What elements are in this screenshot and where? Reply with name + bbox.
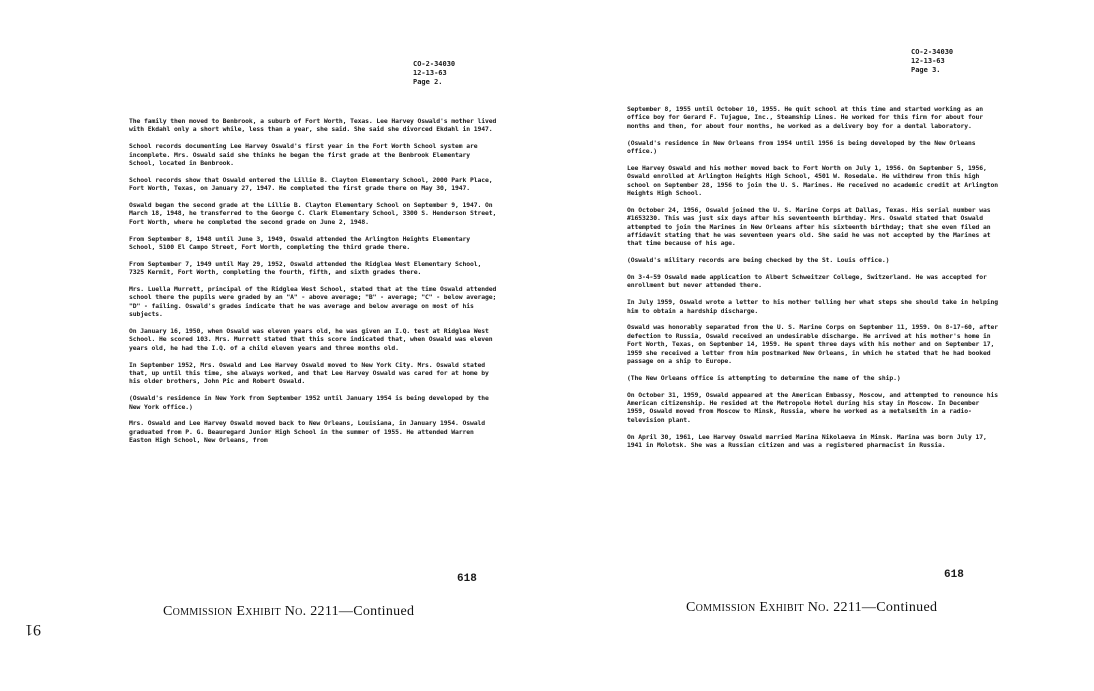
right-body-text: [627, 105, 1000, 458]
caption-prefix: Commission Exhibit No. 2211: [686, 600, 862, 615]
caption-suffix: —Continued: [338, 604, 415, 619]
side-page-number: 91: [25, 621, 41, 638]
paragraph: From September 8, 1948 until June 3, 1949, Oswald attended the Arlington Heights Elementary School, 5100 El Campo Street, Fort Worth, completing the third grade there.: [129, 234, 471, 252]
paragraph: On January 16, 1950, when Oswald was eleven years old, he was given an I.Q. test at Ridglea West School. He scored 103. Mrs. Murrett stated that this score indicated that, when Oswald was eleven years old, he had the I.Q. of a child eleven years and three months old.: [129, 327, 493, 352]
paragraph: (Oswald's residence in New York from September 1952 until January 1954 is being developed by the New York office.): [129, 394, 489, 411]
paragraph: In September 1952, Mrs. Oswald and Lee Harvey Oswald moved to New York City. Mrs. Oswald stated that, up until this time, she always worked, and that Lee Harvey Oswald was cared for at home by his older brothers, John Pic and Robert Oswald.: [129, 360, 489, 386]
file-number: CO-2-34030: [911, 48, 954, 56]
left-doc-id: [413, 60, 455, 87]
paragraph: From September 7, 1949 until May 29, 1952, Oswald attended the Ridglea West Elementary School, 7325 Kermit, Fort Worth, completing the fourth, fifth, and sixth grades there.: [129, 259, 482, 277]
paragraph: On October 31, 1959, Oswald appeared at the American Embassy, Moscow, and attempted to renounce his American citizenship. He resided at the Metropole Hotel during his stay in Moscow. In December 1959, Oswald moved from Moscow to Minsk, Russia, where he worked as a metalsmith in a radio-television plant.: [627, 390, 999, 424]
paragraph: On 3-4-59 Oswald made application to Albert Schweitzer College, Switzerland. He was accepted for enrollment but never attended there.: [627, 273, 987, 290]
paragraph: The family then moved to Benbrook, a suburb of Fort Worth, Texas. Lee Harvey Oswald's mother lived with Ekdahl only a short while, less than a year, she said. She said she divorced Ekdahl in 1947.: [129, 117, 497, 134]
paragraph: On April 30, 1961, Lee Harvey Oswald married Marina Nikolaeva in Minsk. Marina was born July 17, 1941 in Molotsk. She was a Russian citizen and was a registered pharmacist in Russia.: [627, 432, 987, 450]
paragraph: (Oswald's residence in New Orleans from 1954 until 1956 is being developed by the New Orleans office.): [627, 138, 976, 156]
right-page-number: 618: [944, 569, 964, 581]
paragraph: Oswald was honorably separated from the U. S. Marine Corps on September 11, 1959. On 8-17-60, after defection to Russia, Oswald received an undesirable discharge. He arrived at his mother's home in Fort Worth, Texas, on September 14, 1959. He spent three days with his mother and on September 17, 1959 she received a letter from him postmarked New Orleans, in which he stated that he had booked passage on a ship to Europe.: [627, 323, 999, 366]
caption-suffix: —Continued: [861, 600, 938, 615]
caption-prefix: Commission Exhibit No. 2211: [163, 604, 339, 619]
left-exhibit-caption: [163, 604, 414, 620]
paragraph: (The New Orleans office is attempting to determine the name of the ship.): [627, 373, 901, 382]
right-doc-id: [911, 48, 953, 75]
page-label: Page 3.: [911, 66, 941, 74]
paragraph: Lee Harvey Oswald and his mother moved back to Fort Worth on July 1, 1956. On September 5, 1956, Oswald enrolled at Arlington Heights High School, 4501 W. Rosedale. He withdrew from this high school on September 28, 1956 to join the U. S. Marines. He received no academic credit at Arlington Heights High School.: [627, 163, 999, 198]
paragraph: School records show that Oswald entered the Lillie B. Clayton Elementary School, 2000 Park Place, Fort Worth, Texas, on January 27, 1947. He completed the first grade there on May 30, 1947.: [129, 175, 493, 193]
paragraph: On October 24, 1956, Oswald joined the U. S. Marine Corps at Dallas, Texas. His serial number was #1653230. This was just six days after his seventeenth birthday. Mrs. Oswald stated that Oswald attempted to join the Marines in New Orleans after his sixteenth birthday; that she even filed an affidavit stating that he was seventeen years old. She said he was not accepted by the Marines at that time because of his age.: [627, 205, 991, 248]
paragraph: September 8, 1955 until October 10, 1955. He quit school at this time and started working as an office boy for Gerard F. Tujague, Inc., Steamship Lines. He worked for this firm for about four months and then, for about four months, he worked as a delivery boy for a dental laboratory.: [627, 105, 984, 130]
paragraph: Oswald began the second grade at the Lillie B. Clayton Elementary School on September 9, 1947. On March 18, 1948, he transferred to the George C. Clark Elementary School, 3300 S. Henderson Street, Fort Worth, where he completed the second grade on June 2, 1948.: [129, 201, 497, 226]
page-label: Page 2.: [413, 78, 443, 86]
left-page-number: 618: [457, 573, 477, 585]
paragraph: Mrs. Luella Murrett, principal of the Ridglea West School, stated that at the time Oswald attended school there the pupils were graded by an "A" - above average; "B" - average; "C" - below average; "D" - failing. Oswald's grades indicate that he was average and below average on most of his subjects.: [129, 285, 497, 319]
left-body-text: [129, 117, 497, 453]
document-date: 12-13-63: [911, 57, 945, 65]
file-number: CO-2-34030: [413, 60, 456, 68]
document-date: 12-13-63: [413, 69, 447, 77]
right-exhibit-caption: [686, 600, 937, 616]
paragraph: School records documenting Lee Harvey Oswald's first year in the Fort Worth School system are incomplete. Mrs. Oswald said she thinks he began the first grade at the Benbrook Elementary School, located in Benbrook.: [129, 142, 478, 168]
paragraph: (Oswald's military records are being checked by the St. Louis office.): [627, 256, 890, 265]
paragraph: Mrs. Oswald and Lee Harvey Oswald moved back to New Orleans, Louisiana, in January 1954. Oswald graduated from P. G. Beauregard Junior High School in the summer of 1955. He attended Warren Easton High School, New Orleans, from: [129, 419, 486, 445]
right-page: [547, 0, 1094, 691]
paragraph: In July 1959, Oswald wrote a letter to his mother telling her what steps she should take in helping him to obtain a hardship discharge.: [627, 298, 999, 315]
